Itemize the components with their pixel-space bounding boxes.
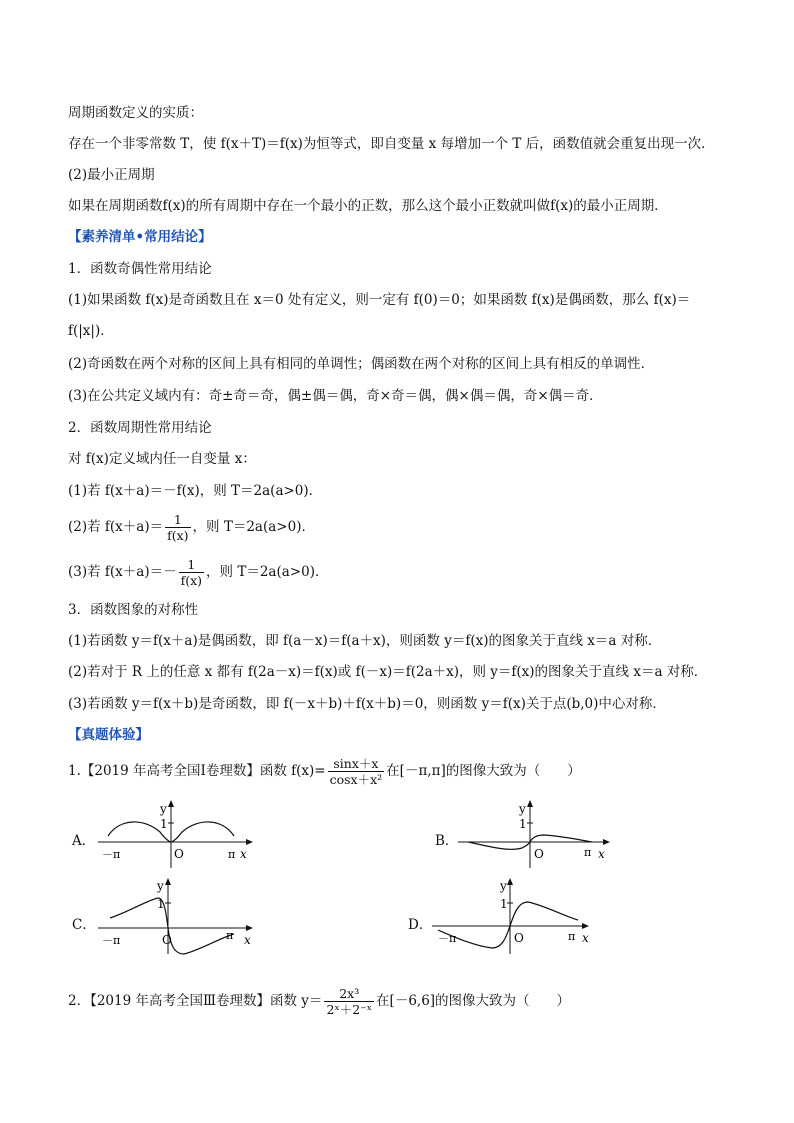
- fraction-denominator: f(x): [180, 573, 203, 588]
- question-text: 在[－6,6]的图像大致为（ ）: [376, 993, 571, 1009]
- tick-label-neg-pi: －π: [438, 932, 457, 945]
- fraction: [328, 756, 385, 787]
- option-label-d: D．: [408, 917, 433, 933]
- y-axis-arrow: [165, 878, 171, 885]
- text-line: (2)最小正周期: [68, 167, 155, 183]
- x-axis-arrow: [582, 923, 589, 929]
- x-axis-arrow: [246, 839, 253, 845]
- text-line: (3)在公共定义域内有：奇±奇＝奇，偶±偶＝偶，奇×奇＝偶，偶×偶＝偶，奇×偶＝奇．: [68, 388, 603, 404]
- fraction-numerator: 1: [165, 512, 190, 528]
- subheading: 1．函数奇偶性常用结论: [68, 261, 212, 277]
- question-line: [68, 986, 570, 1017]
- graph-a: [98, 800, 258, 870]
- question-text: 在[－π,π]的图像大致为（ ）: [386, 763, 581, 779]
- x-axis-arrow: [246, 925, 253, 931]
- option-label-c: C．: [72, 917, 96, 933]
- question-text: 2．【2019 年高考全国Ⅲ卷理数】函数 y＝: [68, 993, 323, 1009]
- fraction: [179, 557, 204, 588]
- x-label: x: [582, 931, 589, 945]
- tick-label-one: 1: [519, 817, 527, 831]
- y-label: y: [500, 879, 507, 893]
- text-line: (2)若对于 R 上的任意 x 都有 f(2a－x)＝f(x)或 f(－x)＝f(2a＋x)，则 y＝f(x)的图象关于直线 x＝a 对称．: [68, 664, 708, 680]
- tick-label-neg-pi: －π: [102, 934, 121, 947]
- question-text: 1.【2019 年高考全国Ⅰ卷理数】函数 f(x)=: [68, 763, 326, 779]
- text-line: (1)如果函数 f(x)是奇函数且在 x＝0 处有定义，则一定有 f(0)＝0；如果函数 f(x)是偶函数，那么 f(x)＝: [68, 292, 691, 308]
- formula-line: [68, 512, 315, 543]
- tick-label-one: 1: [160, 817, 168, 831]
- formula-text: ，则 T＝2a(a>0)．: [206, 564, 329, 580]
- formula-text: ，则 T＝2a(a>0)．: [192, 519, 315, 535]
- section-heading: 【真题体验】: [68, 727, 149, 743]
- fraction: [324, 986, 374, 1017]
- text-line: 对 f(x)定义域内任一自变量 x：: [68, 451, 256, 467]
- y-label: y: [157, 879, 164, 893]
- x-label: x: [244, 933, 251, 947]
- fraction-denominator: f(x): [167, 528, 189, 543]
- subheading: 3．函数图象的对称性: [68, 602, 199, 618]
- formula-text: (2)若 f(x＋a)＝: [68, 519, 164, 535]
- y-axis-arrow: [527, 800, 533, 807]
- text-line: (1)若 f(x＋a)＝－f(x)，则 T＝2a(a>0)．: [68, 483, 323, 499]
- text-line: (2)奇函数在两个对称的区间上具有相同的单调性；偶函数在两个对称的区间上具有相反的单调性．: [68, 356, 655, 372]
- origin-label: O: [514, 931, 524, 945]
- curve: [110, 898, 234, 954]
- x-label: x: [598, 847, 605, 861]
- y-label: y: [160, 802, 167, 816]
- graph-c: [98, 876, 258, 956]
- text-line: (1)若函数 y＝f(x＋a)是偶函数，即 f(a－x)＝f(a＋x)，则函数 y＝f(x)的图象关于直线 x＝a 对称．: [68, 633, 662, 649]
- question-line: [68, 756, 581, 787]
- origin-label: O: [162, 933, 172, 947]
- tick-label-pi: π: [584, 846, 592, 859]
- y-axis-arrow: [507, 878, 513, 885]
- fraction-numerator: sinx＋x: [328, 756, 385, 772]
- x-axis-arrow: [603, 839, 610, 845]
- fraction-denominator: cosx＋x²: [329, 772, 383, 787]
- formula-line: [68, 557, 328, 588]
- subheading: 2．函数周期性常用结论: [68, 420, 212, 436]
- graph-d: [432, 876, 602, 956]
- tick-label-neg-pi: －π: [102, 848, 121, 861]
- curve: [438, 902, 578, 948]
- formula-text: (3)若 f(x＋a)＝－: [68, 564, 177, 580]
- fraction-numerator: 1: [179, 557, 204, 573]
- tick-label-pi: π: [228, 848, 236, 861]
- text-line: 如果在周期函数f(x)的所有周期中存在一个最小的正数，那么这个最小正数就叫做f(x)的最小正周期．: [68, 198, 668, 214]
- fraction-denominator: 2ˣ＋2⁻ˣ: [326, 1002, 373, 1017]
- origin-label: O: [534, 847, 544, 861]
- text-line: f(|x|)．: [68, 323, 114, 339]
- tick-label-pi: π: [568, 930, 576, 943]
- text-line: 存在一个非零常数 T，使 f(x＋T)＝f(x)为恒等式，即自变量 x 每增加一个 T 后，函数值就会重复出现一次．: [68, 136, 715, 152]
- text-line: (3)若函数 y＝f(x＋b)是奇函数，即 f(－x＋b)＋f(x＋b)＝0，则函数 y＝f(x)关于点(b,0)中心对称．: [68, 696, 666, 712]
- origin-label: O: [174, 847, 184, 861]
- fraction-numerator: 2x³: [324, 986, 374, 1002]
- option-label-b: B．: [435, 833, 459, 849]
- option-label-a: A．: [72, 833, 96, 849]
- fraction: [165, 512, 190, 543]
- x-label: x: [240, 847, 247, 861]
- y-label: y: [519, 802, 526, 816]
- section-heading: 【素养清单•常用结论】: [68, 229, 212, 245]
- text-line: 周期函数定义的实质：: [68, 105, 203, 121]
- tick-label-one: 1: [500, 897, 508, 911]
- y-axis-arrow: [168, 800, 174, 807]
- tick-label-one: 1: [157, 897, 165, 911]
- tick-label-pi: π: [226, 929, 234, 942]
- graph-b: [458, 800, 618, 870]
